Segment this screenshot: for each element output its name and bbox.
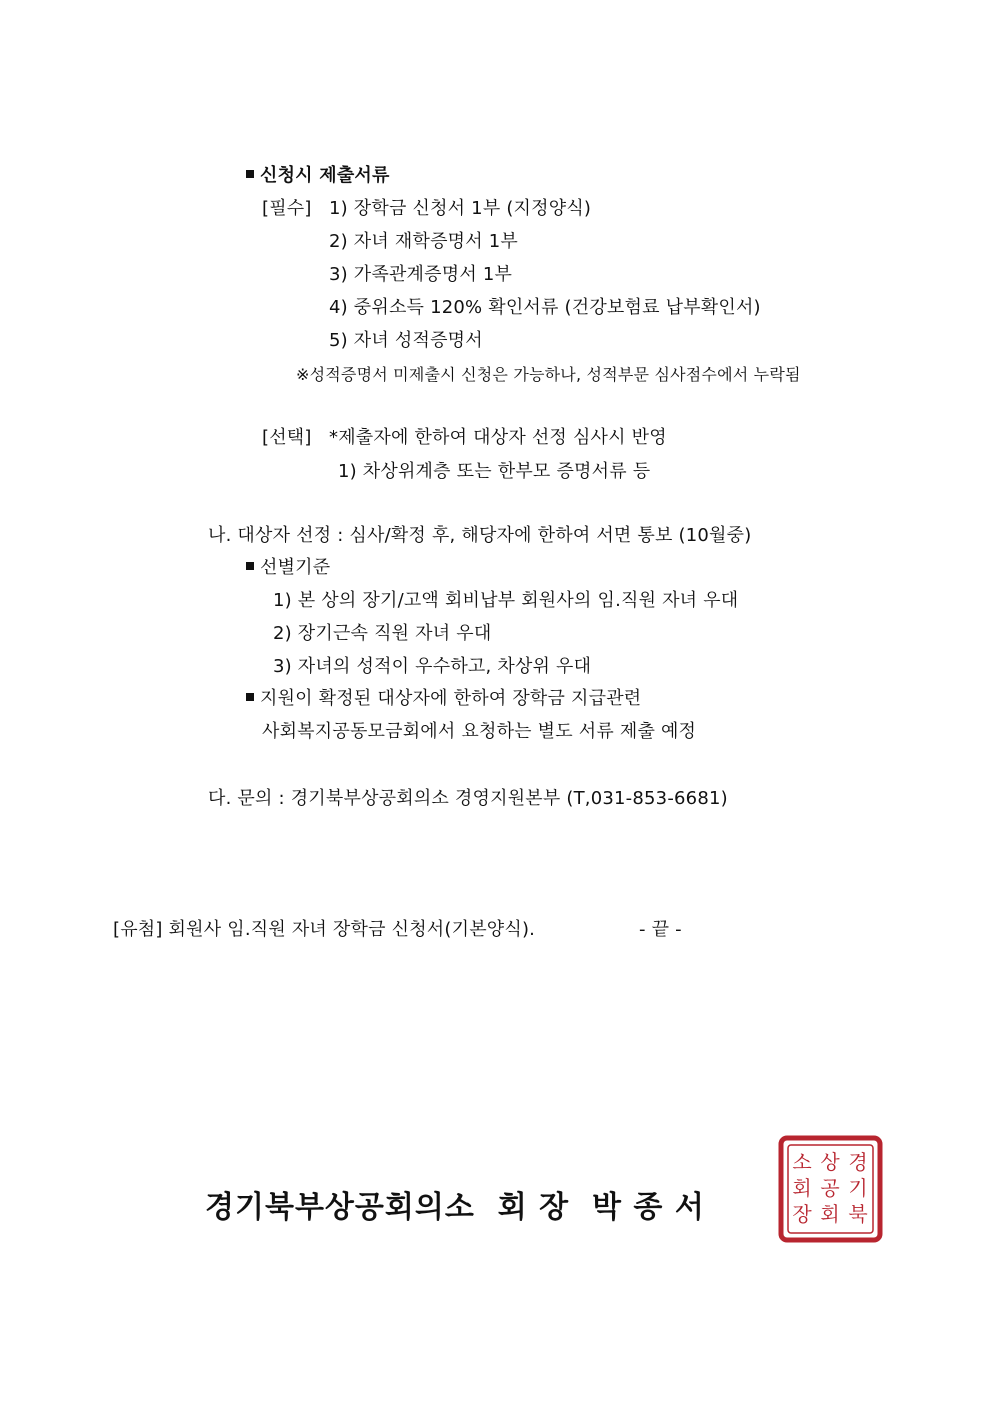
attachment-line: [유첨] 회원사 임.직원 자녀 장학금 신청서(기본양식). [113,919,536,940]
required-item: 2) 자녀 재학증명서 1부 [329,231,518,252]
required-item: 1) 장학금 신청서 1부 (지정양식) [329,198,592,219]
seal-glyph: 소 [792,1150,812,1174]
required-item: 5) 자녀 성적증명서 [329,330,483,351]
required-item: 4) 중위소득 120% 확인서류 (건강보험료 납부확인서) [329,297,761,318]
contact-line: 다. 문의 : 경기북부상공회의소 경영지원본부 (T,031-853-6681) [208,788,728,809]
square-bullet-icon [246,693,254,701]
optional-tag: [선택] [262,427,312,448]
seal-glyph: 회 [820,1202,840,1226]
seal-glyph: 기 [848,1176,868,1200]
criteria-heading: 선별기준 [246,556,330,580]
selection-title: 나. 대상자 선정 : 심사/확정 후, 해당자에 한하여 서면 통보 (10월중) [208,525,752,546]
seal-glyph: 장 [792,1202,812,1226]
square-bullet-icon [246,170,254,178]
required-tag: [필수] [262,198,312,219]
optional-desc: *제출자에 한하여 대상자 선정 심사시 반영 [329,427,667,448]
notice-line2: 사회복지공동모금회에서 요청하는 별도 서류 제출 예정 [262,721,697,742]
seal-glyph: 공 [820,1176,840,1200]
criteria-item: 1) 본 상의 장기/고액 회비납부 회원사의 임.직원 자녀 우대 [273,590,739,611]
grade-note: ※성적증명서 미제출시 신청은 가능하나, 성적부문 심사점수에서 누락됨 [296,365,801,384]
square-bullet-icon [246,562,254,570]
seal-glyph: 북 [848,1202,868,1226]
documents-heading: 신청시 제출서류 [246,164,390,188]
official-seal-icon [778,1135,883,1243]
optional-item: 1) 차상위계층 또는 한부모 증명서류 등 [338,461,651,482]
signature-line: 경기북부상공회의소 회 장 박 종 서 [205,1190,705,1225]
seal-glyph: 회 [792,1176,812,1200]
notice-line1: 지원이 확정된 대상자에 한하여 장학금 지급관련 [246,687,641,711]
required-item: 3) 가족관계증명서 1부 [329,264,513,285]
seal-glyph: 경 [848,1150,868,1174]
seal-glyph: 상 [820,1150,840,1174]
end-mark: - 끝 - [639,919,682,940]
criteria-item: 2) 장기근속 직원 자녀 우대 [273,623,492,644]
criteria-item: 3) 자녀의 성적이 우수하고, 차상위 우대 [273,656,592,677]
